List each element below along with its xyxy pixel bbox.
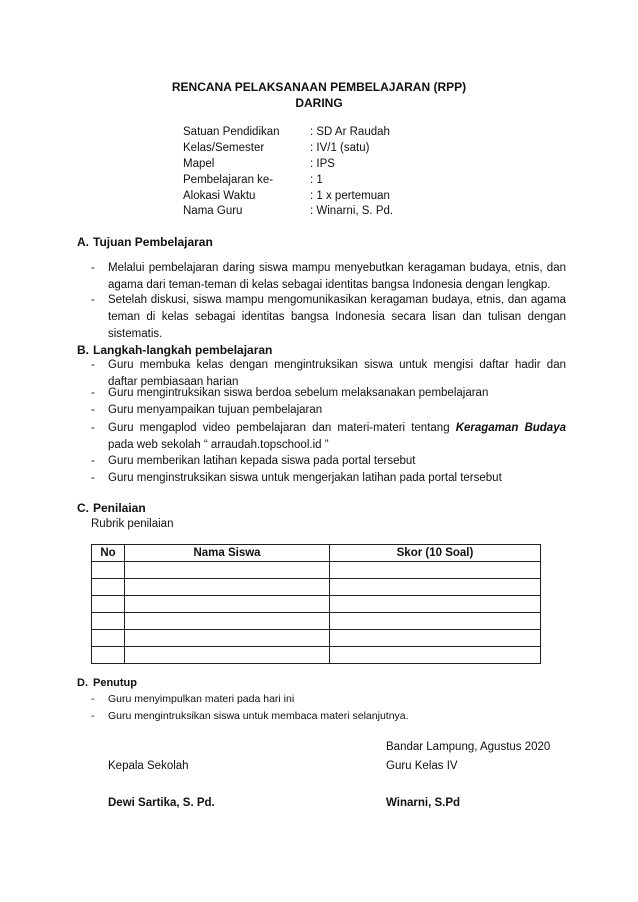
dash-bullet: - [91,359,95,371]
table-cell [330,647,541,664]
identity-label: Nama Guru [183,205,243,217]
section-a-heading [77,235,213,249]
table-cell [125,647,330,664]
dash-bullet: - [91,294,95,306]
identity-label: Pembelajaran ke- [183,174,274,186]
identity-value: : 1 [310,174,323,186]
identity-label: Alokasi Waktu [183,190,256,202]
list-item-text: Guru menginstruksikan siswa untuk mengerjakan latihan pada portal tersebut [108,472,502,484]
column-header-skor: Skor (10 Soal) [330,545,541,562]
table-row [92,630,541,647]
table-cell [330,630,541,647]
section-title: Penilaian [93,501,146,515]
table-row [92,613,541,630]
list-item-text: Guru mengintruksikan siswa untuk membaca materi selanjutnya. [108,710,409,722]
list-item-text: Guru memberikan latihan kepada siswa pada portal tersebut [108,455,416,467]
column-header-nama-siswa: Nama Siswa [125,545,330,562]
document-subtitle: DARING [295,96,343,110]
identity-label: Satuan Pendidikan [183,126,280,138]
table-cell [92,647,125,664]
table-cell [92,596,125,613]
list-item [91,470,566,487]
table-cell [330,579,541,596]
dash-bullet: - [91,710,95,722]
table-cell [92,562,125,579]
dash-bullet: - [91,262,95,274]
section-letter: D. [77,677,88,689]
list-item-text: Guru membuka kelas dengan mengintruksikan siswa untuk mengisi daftar hadir dan daftar pembiasaan harian [108,359,566,388]
emphasis-text: Keragaman Budaya [455,422,566,434]
section-letter: A. [77,235,89,249]
table-cell [125,579,330,596]
identity-value: : IV/1 (satu) [310,142,370,154]
list-item [91,453,566,470]
table-cell [125,562,330,579]
list-item-text: Guru menyimpulkan materi pada hari ini [108,693,295,705]
identity-label: Mapel [183,158,215,170]
table-cell [330,562,541,579]
identity-value: : 1 x pertemuan [310,190,390,202]
dash-bullet: - [91,387,95,399]
document-title: RENCANA PELAKSANAAN PEMBELAJARAN (RPP) [171,80,467,94]
dash-bullet: - [91,693,95,705]
list-item-text: Guru menyampaikan tujuan pembelajaran [108,404,323,416]
table-cell [125,613,330,630]
list-item-text [108,420,566,454]
identity-value: : Winarni, S. Pd. [310,205,394,217]
dash-bullet: - [91,422,95,434]
table-header-row [92,545,541,562]
list-item [91,402,566,419]
section-title: Penutup [93,677,137,689]
item-text-part: Guru mengaplod video pembelajaran dan materi-materi tentang [108,422,456,434]
list-item [91,708,566,725]
section-letter: C. [77,501,89,515]
section-title: Langkah-langkah pembelajaran [93,343,273,357]
list-item-text: Guru mengintruksikan siswa berdoa sebelum melaksanakan pembelajaran [108,387,489,399]
section-c-heading [77,501,146,515]
table-cell [330,613,541,630]
table-cell [330,596,541,613]
teacher-name: Winarni, S.Pd [386,797,461,809]
table-cell [92,579,125,596]
list-item [91,385,566,402]
section-title: Tujuan Pembelajaran [93,235,213,249]
principal-name: Dewi Sartika, S. Pd. [108,797,215,809]
list-item [91,691,566,708]
table-row [92,647,541,664]
item-text-part: pada web sekolah “ arraudah.topschool.id ” [108,439,329,451]
identity-value: : SD Ar Raudah [310,126,390,138]
list-item-text: Setelah diskusi, siswa mampu mengomunikasikan keragaman budaya, etnis, dan agama teman di kelas sebagai identitas bangsa Indonesia secara lisan dan tulisan dengan sistematis. [108,294,566,340]
list-item [91,420,566,454]
dash-bullet: - [91,472,95,484]
section-letter: B. [77,343,89,357]
list-item [91,260,566,294]
table-row [92,562,541,579]
table-cell [125,596,330,613]
list-item-text: Melalui pembelajaran daring siswa mampu menyebutkan keragaman budaya, etnis, dan agama dari teman-teman di kelas sebagai identitas bangsa Indonesia dengan lengkap. [108,262,566,291]
dash-bullet: - [91,455,95,467]
identity-value: : IPS [310,158,335,170]
table-cell [92,630,125,647]
rubric-subheading: Rubrik penilaian [91,518,174,530]
table-row [92,596,541,613]
teacher-role: Guru Kelas IV [386,760,458,772]
table-cell [92,613,125,630]
rubric-table [91,544,541,664]
principal-role: Kepala Sekolah [108,760,189,772]
place-date: Bandar Lampung, Agustus 2020 [386,741,551,753]
column-header-no: No [92,545,125,562]
list-item [91,292,566,343]
dash-bullet: - [91,404,95,416]
table-row [92,579,541,596]
table-cell [125,630,330,647]
section-b-heading [77,343,272,357]
identity-label: Kelas/Semester [183,142,265,154]
section-d-heading [77,677,137,689]
